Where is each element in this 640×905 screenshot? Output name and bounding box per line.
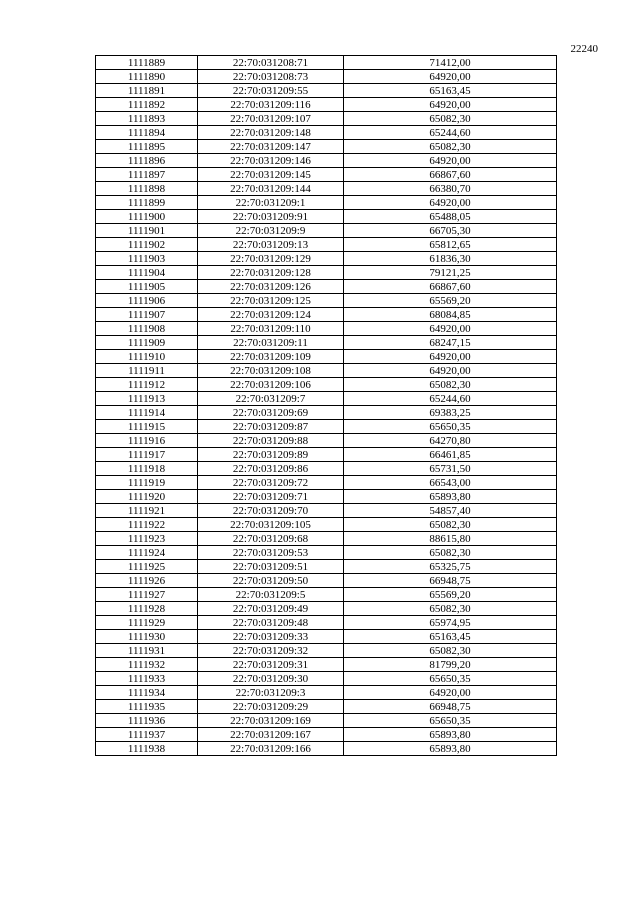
row-id-cell: 1111928 (96, 602, 198, 616)
table-row (96, 504, 557, 518)
cadastral-number-cell: 22:70:031209:7 (198, 392, 344, 406)
table-row (96, 532, 557, 546)
value-cell: 64920,00 (344, 154, 557, 168)
value-cell: 64920,00 (344, 196, 557, 210)
row-id-cell: 1111898 (96, 182, 198, 196)
cadastral-number-cell: 22:70:031209:129 (198, 252, 344, 266)
table-row (96, 672, 557, 686)
row-id-cell: 1111926 (96, 574, 198, 588)
table-row (96, 588, 557, 602)
cadastral-number-cell: 22:70:031209:13 (198, 238, 344, 252)
row-id-cell: 1111893 (96, 112, 198, 126)
row-id-cell: 1111912 (96, 378, 198, 392)
table-row (96, 280, 557, 294)
value-cell: 65163,45 (344, 84, 557, 98)
page-number: 22240 (570, 43, 598, 55)
cadastral-number-cell: 22:70:031208:73 (198, 70, 344, 84)
row-id-cell: 1111907 (96, 308, 198, 322)
value-cell: 66543,00 (344, 476, 557, 490)
row-id-cell: 1111911 (96, 364, 198, 378)
value-cell: 65893,80 (344, 742, 557, 756)
row-id-cell: 1111937 (96, 728, 198, 742)
cadastral-number-cell: 22:70:031209:106 (198, 378, 344, 392)
table-body (96, 56, 557, 756)
cadastral-number-cell: 22:70:031209:107 (198, 112, 344, 126)
value-cell: 69383,25 (344, 406, 557, 420)
cadastral-number-cell: 22:70:031209:32 (198, 644, 344, 658)
row-id-cell: 1111896 (96, 154, 198, 168)
table-row (96, 700, 557, 714)
cadastral-number-cell: 22:70:031209:108 (198, 364, 344, 378)
table-row (96, 266, 557, 280)
row-id-cell: 1111890 (96, 70, 198, 84)
row-id-cell: 1111913 (96, 392, 198, 406)
table-row (96, 602, 557, 616)
value-cell: 65082,30 (344, 112, 557, 126)
table-row (96, 560, 557, 574)
cadastral-number-cell: 22:70:031209:145 (198, 168, 344, 182)
value-cell: 65244,60 (344, 392, 557, 406)
cadastral-number-cell: 22:70:031209:146 (198, 154, 344, 168)
table-row (96, 168, 557, 182)
row-id-cell: 1111922 (96, 518, 198, 532)
cadastral-number-cell: 22:70:031209:50 (198, 574, 344, 588)
table-row (96, 434, 557, 448)
cadastral-number-cell: 22:70:031209:69 (198, 406, 344, 420)
cadastral-number-cell: 22:70:031209:1 (198, 196, 344, 210)
cadastral-number-cell: 22:70:031208:71 (198, 56, 344, 70)
value-cell: 66948,75 (344, 574, 557, 588)
value-cell: 68247,15 (344, 336, 557, 350)
row-id-cell: 1111899 (96, 196, 198, 210)
row-id-cell: 1111920 (96, 490, 198, 504)
table-row (96, 336, 557, 350)
value-cell: 65893,80 (344, 728, 557, 742)
value-cell: 65650,35 (344, 672, 557, 686)
table-row (96, 462, 557, 476)
value-cell: 64920,00 (344, 686, 557, 700)
value-cell: 65082,30 (344, 378, 557, 392)
table-row (96, 70, 557, 84)
row-id-cell: 1111927 (96, 588, 198, 602)
value-cell: 65569,20 (344, 294, 557, 308)
value-cell: 65650,35 (344, 714, 557, 728)
cadastral-number-cell: 22:70:031209:70 (198, 504, 344, 518)
value-cell: 65244,60 (344, 126, 557, 140)
cadastral-number-cell: 22:70:031209:126 (198, 280, 344, 294)
cadastral-number-cell: 22:70:031209:147 (198, 140, 344, 154)
table-row (96, 420, 557, 434)
table-row (96, 448, 557, 462)
table-row (96, 84, 557, 98)
cadastral-number-cell: 22:70:031209:68 (198, 532, 344, 546)
row-id-cell: 1111889 (96, 56, 198, 70)
cadastral-number-cell: 22:70:031209:49 (198, 602, 344, 616)
cadastral-number-cell: 22:70:031209:128 (198, 266, 344, 280)
table-row (96, 364, 557, 378)
table-row (96, 196, 557, 210)
row-id-cell: 1111914 (96, 406, 198, 420)
value-cell: 65731,50 (344, 462, 557, 476)
table-row (96, 392, 557, 406)
table-row (96, 518, 557, 532)
table-row (96, 658, 557, 672)
cadastral-number-cell: 22:70:031209:110 (198, 322, 344, 336)
row-id-cell: 1111906 (96, 294, 198, 308)
value-cell: 65488,05 (344, 210, 557, 224)
table-row (96, 742, 557, 756)
table-row (96, 574, 557, 588)
table-row (96, 714, 557, 728)
row-id-cell: 1111921 (96, 504, 198, 518)
value-cell: 54857,40 (344, 504, 557, 518)
table-row (96, 490, 557, 504)
table-row (96, 140, 557, 154)
row-id-cell: 1111919 (96, 476, 198, 490)
cadastral-number-cell: 22:70:031209:55 (198, 84, 344, 98)
row-id-cell: 1111931 (96, 644, 198, 658)
table-row (96, 728, 557, 742)
row-id-cell: 1111918 (96, 462, 198, 476)
row-id-cell: 1111933 (96, 672, 198, 686)
row-id-cell: 1111897 (96, 168, 198, 182)
table-row (96, 112, 557, 126)
value-cell: 66867,60 (344, 280, 557, 294)
cadastral-number-cell: 22:70:031209:124 (198, 308, 344, 322)
value-cell: 64270,80 (344, 434, 557, 448)
table-row (96, 686, 557, 700)
cadastral-number-cell: 22:70:031209:9 (198, 224, 344, 238)
value-cell: 65163,45 (344, 630, 557, 644)
value-cell: 64920,00 (344, 350, 557, 364)
row-id-cell: 1111938 (96, 742, 198, 756)
value-cell: 65082,30 (344, 518, 557, 532)
value-cell: 65325,75 (344, 560, 557, 574)
cadastral-number-cell: 22:70:031209:89 (198, 448, 344, 462)
value-cell: 65569,20 (344, 588, 557, 602)
table-row (96, 630, 557, 644)
row-id-cell: 1111891 (96, 84, 198, 98)
value-cell: 61836,30 (344, 252, 557, 266)
table-row (96, 378, 557, 392)
cadastral-number-cell: 22:70:031209:53 (198, 546, 344, 560)
value-cell: 79121,25 (344, 266, 557, 280)
row-id-cell: 1111903 (96, 252, 198, 266)
table-row (96, 252, 557, 266)
row-id-cell: 1111934 (96, 686, 198, 700)
table-row (96, 322, 557, 336)
row-id-cell: 1111908 (96, 322, 198, 336)
table-row (96, 224, 557, 238)
row-id-cell: 1111923 (96, 532, 198, 546)
table-row (96, 210, 557, 224)
table-row (96, 238, 557, 252)
row-id-cell: 1111916 (96, 434, 198, 448)
table-row (96, 476, 557, 490)
row-id-cell: 1111935 (96, 700, 198, 714)
table-row (96, 350, 557, 364)
cadastral-number-cell: 22:70:031209:167 (198, 728, 344, 742)
value-cell: 64920,00 (344, 322, 557, 336)
value-cell: 66948,75 (344, 700, 557, 714)
cadastral-number-cell: 22:70:031209:125 (198, 294, 344, 308)
cadastral-number-cell: 22:70:031209:166 (198, 742, 344, 756)
cadastral-number-cell: 22:70:031209:144 (198, 182, 344, 196)
value-cell: 81799,20 (344, 658, 557, 672)
row-id-cell: 1111917 (96, 448, 198, 462)
row-id-cell: 1111902 (96, 238, 198, 252)
value-cell: 66461,85 (344, 448, 557, 462)
value-cell: 66705,30 (344, 224, 557, 238)
row-id-cell: 1111904 (96, 266, 198, 280)
row-id-cell: 1111892 (96, 98, 198, 112)
value-cell: 66380,70 (344, 182, 557, 196)
table-row (96, 182, 557, 196)
row-id-cell: 1111900 (96, 210, 198, 224)
value-cell: 65082,30 (344, 546, 557, 560)
cadastral-number-cell: 22:70:031209:86 (198, 462, 344, 476)
cadastral-number-cell: 22:70:031209:109 (198, 350, 344, 364)
row-id-cell: 1111895 (96, 140, 198, 154)
cadastral-number-cell: 22:70:031209:48 (198, 616, 344, 630)
cadastral-number-cell: 22:70:031209:169 (198, 714, 344, 728)
cadastral-number-cell: 22:70:031209:91 (198, 210, 344, 224)
table-row (96, 644, 557, 658)
table-row (96, 56, 557, 70)
row-id-cell: 1111905 (96, 280, 198, 294)
cadastral-number-cell: 22:70:031209:105 (198, 518, 344, 532)
value-cell: 64920,00 (344, 98, 557, 112)
value-cell: 66867,60 (344, 168, 557, 182)
row-id-cell: 1111901 (96, 224, 198, 238)
cadastral-number-cell: 22:70:031209:88 (198, 434, 344, 448)
cadastral-number-cell: 22:70:031209:29 (198, 700, 344, 714)
row-id-cell: 1111909 (96, 336, 198, 350)
table-row (96, 98, 557, 112)
cadastral-number-cell: 22:70:031209:33 (198, 630, 344, 644)
cadastral-number-cell: 22:70:031209:11 (198, 336, 344, 350)
row-id-cell: 1111936 (96, 714, 198, 728)
cadastral-number-cell: 22:70:031209:31 (198, 658, 344, 672)
value-cell: 64920,00 (344, 70, 557, 84)
data-table (95, 55, 557, 756)
cadastral-number-cell: 22:70:031209:3 (198, 686, 344, 700)
value-cell: 65893,80 (344, 490, 557, 504)
row-id-cell: 1111932 (96, 658, 198, 672)
row-id-cell: 1111929 (96, 616, 198, 630)
cadastral-number-cell: 22:70:031209:5 (198, 588, 344, 602)
cadastral-number-cell: 22:70:031209:87 (198, 420, 344, 434)
row-id-cell: 1111915 (96, 420, 198, 434)
cadastral-number-cell: 22:70:031209:72 (198, 476, 344, 490)
value-cell: 65812,65 (344, 238, 557, 252)
table-row (96, 546, 557, 560)
table-row (96, 126, 557, 140)
row-id-cell: 1111930 (96, 630, 198, 644)
table-row (96, 294, 557, 308)
value-cell: 88615,80 (344, 532, 557, 546)
row-id-cell: 1111894 (96, 126, 198, 140)
table-row (96, 154, 557, 168)
table-row (96, 308, 557, 322)
value-cell: 65082,30 (344, 602, 557, 616)
cadastral-number-cell: 22:70:031209:71 (198, 490, 344, 504)
value-cell: 65974,95 (344, 616, 557, 630)
value-cell: 65650,35 (344, 420, 557, 434)
cadastral-number-cell: 22:70:031209:116 (198, 98, 344, 112)
value-cell: 65082,30 (344, 644, 557, 658)
table-row (96, 616, 557, 630)
row-id-cell: 1111925 (96, 560, 198, 574)
row-id-cell: 1111924 (96, 546, 198, 560)
row-id-cell: 1111910 (96, 350, 198, 364)
table-row (96, 406, 557, 420)
value-cell: 64920,00 (344, 364, 557, 378)
value-cell: 65082,30 (344, 140, 557, 154)
cadastral-number-cell: 22:70:031209:148 (198, 126, 344, 140)
value-cell: 71412,00 (344, 56, 557, 70)
cadastral-number-cell: 22:70:031209:51 (198, 560, 344, 574)
cadastral-number-cell: 22:70:031209:30 (198, 672, 344, 686)
value-cell: 68084,85 (344, 308, 557, 322)
